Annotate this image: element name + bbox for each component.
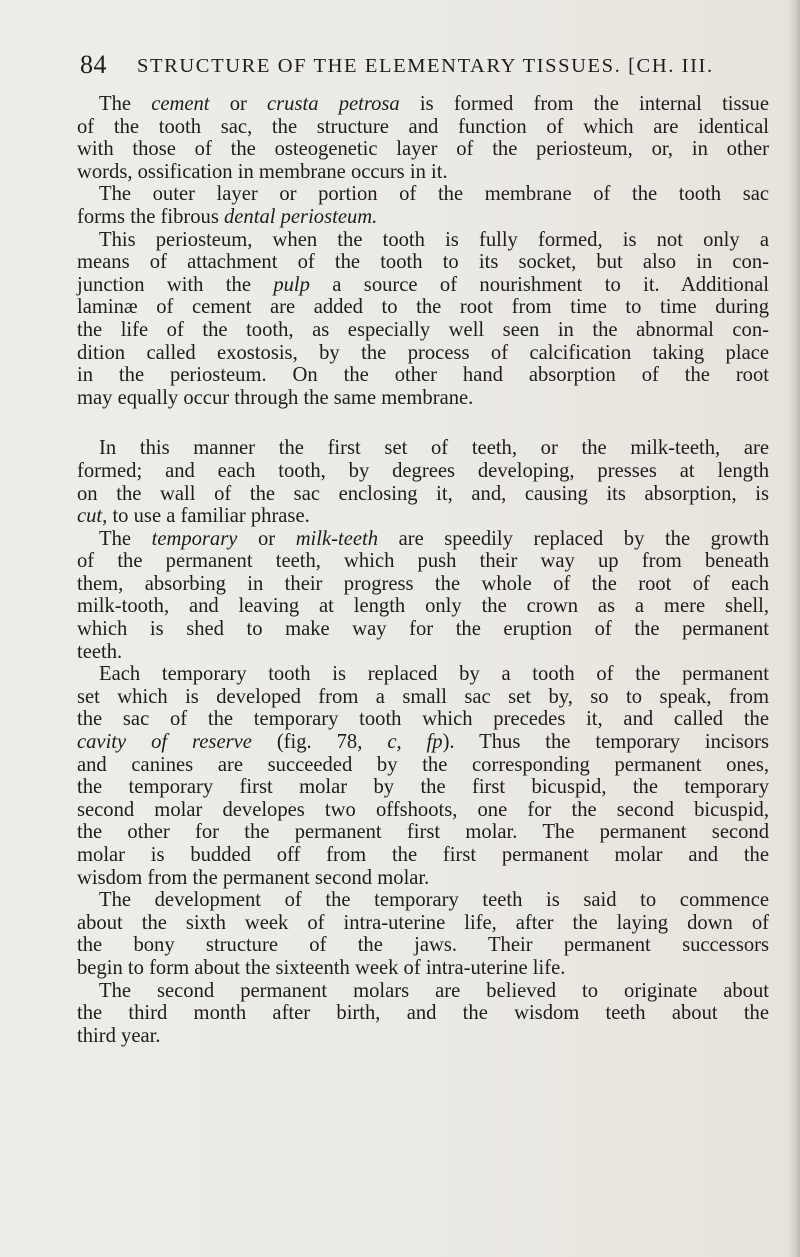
text-line: [77, 161, 769, 184]
text-line: [77, 1002, 769, 1025]
text-span: or: [209, 93, 268, 115]
text-line: [77, 573, 769, 596]
text-span: The: [99, 93, 152, 115]
text-span: The outer layer or portion of the membrane of the tooth sac: [99, 183, 769, 206]
text-span: Each temporary tooth is replaced by a tooth of the permanent: [99, 663, 769, 686]
running-head: STRUCTURE OF THE ELEMENTARY TISSUES. [CH. III.: [137, 55, 714, 77]
text-line: [77, 528, 769, 551]
italic-text: milk-teeth: [295, 527, 379, 550]
text-line: [77, 663, 769, 686]
text-span: third year.: [77, 1024, 161, 1047]
text-line: [77, 460, 769, 483]
text-span: is formed from the internal tissue: [399, 93, 769, 115]
text-span: The development of the temporary teeth is said to commence: [99, 889, 769, 912]
text-line: [77, 821, 769, 844]
text-line: [77, 889, 769, 912]
text-span: ). Thus the temporary incisors: [442, 731, 769, 754]
text-span: about the sixth week of intra-uterine life, after the laying down of: [77, 911, 769, 934]
body-text: [77, 93, 769, 1047]
text-line: [77, 731, 769, 754]
text-span: in the periosteum. On the other hand absorption of the root: [77, 364, 769, 387]
text-span: set which is developed from a small sac set by, so to speak, from: [77, 685, 769, 708]
text-line: [77, 93, 769, 116]
text-span: wisdom from the permanent second molar.: [77, 866, 430, 889]
text-line: [77, 437, 769, 460]
text-line: [77, 138, 769, 161]
text-line: [77, 342, 769, 365]
text-line: [77, 641, 769, 664]
page-header: [80, 50, 770, 90]
italic-text: crusta petrosa: [267, 93, 400, 115]
text-line: [77, 296, 769, 319]
text-line: [77, 483, 769, 506]
text-line: [77, 754, 769, 777]
text-line: [77, 844, 769, 867]
text-span: This periosteum, when the tooth is fully formed, is not only a: [99, 228, 769, 251]
text-line: [77, 1025, 769, 1048]
text-span: words, ossification in membrane occurs in it.: [77, 160, 448, 183]
text-span: formed; and each tooth, by degrees developing, presses at length: [77, 459, 769, 482]
text-span: molar is budded off from the first permanent molar and the: [77, 844, 769, 866]
text-line: [77, 206, 769, 229]
text-span: (fig. 78,: [251, 731, 388, 754]
text-line: [77, 387, 769, 410]
text-span: of the permanent teeth, which push their way up from beneath: [77, 550, 769, 573]
text-line: [77, 912, 769, 935]
italic-text: cavity of reserve: [77, 731, 252, 754]
text-span: The: [99, 527, 152, 550]
page-edge-shadow: [788, 0, 800, 1257]
text-line: [77, 867, 769, 890]
text-span: the bony structure of the jaws. Their permanent successors: [77, 934, 769, 957]
text-span: the life of the tooth, as especially well seen in the abnormal con-: [77, 318, 769, 341]
text-line: [77, 776, 769, 799]
text-line: [77, 505, 769, 528]
text-line: [77, 686, 769, 709]
text-line: [77, 229, 769, 252]
text-span: means of attachment of the tooth to its socket, but also in con-: [77, 251, 769, 274]
text-line: [77, 957, 769, 980]
text-line: [77, 595, 769, 618]
text-line: [77, 251, 769, 274]
text-line: [77, 274, 769, 297]
text-line: [77, 183, 769, 206]
text-span: a source of nourishment to it. Additional: [309, 273, 769, 296]
text-span: teeth.: [77, 640, 123, 663]
italic-text: cement: [151, 93, 210, 115]
text-span: and canines are succeeded by the corresponding permanent ones,: [77, 753, 769, 776]
italic-text: c, fp: [387, 731, 443, 754]
text-span: milk-tooth, and leaving at length only the crown as a mere shell,: [77, 595, 769, 618]
text-line: [77, 364, 769, 387]
text-span: the other for the permanent first molar. The permanent second: [77, 821, 769, 844]
text-line: [77, 799, 769, 822]
text-span: begin to form about the sixteenth week of intra-uterine life.: [77, 956, 566, 979]
text-line: [77, 550, 769, 573]
text-span: may equally occur through the same membrane.: [77, 386, 474, 409]
text-span: which is shed to make way for the eruption of the permanent: [77, 618, 769, 641]
text-line: [77, 708, 769, 731]
italic-text: cut,: [77, 505, 108, 528]
text-line: [77, 116, 769, 139]
text-span: The second permanent molars are believed to originate about: [99, 979, 769, 1002]
text-line: [77, 319, 769, 342]
text-span: with those of the osteogenetic layer of the periosteum, or, in other: [77, 138, 769, 161]
text-span: them, absorbing in their progress the whole of the root of each: [77, 572, 769, 595]
text-span: the third month after birth, and the wisdom teeth about the: [77, 1002, 769, 1025]
page-number: 84: [80, 50, 107, 79]
text-span: of the tooth sac, the structure and function of which are identical: [77, 115, 769, 138]
text-span: or: [237, 527, 296, 550]
paragraph-gap: [77, 409, 769, 437]
text-span: the temporary first molar by the first bicuspid, the temporary: [77, 776, 769, 799]
text-span: on the wall of the sac enclosing it, and, causing its absorption, is: [77, 482, 769, 505]
italic-text: dental periosteum.: [224, 205, 378, 228]
text-span: forms the fibrous: [77, 205, 224, 228]
text-span: second molar developes two offshoots, one for the second bicuspid,: [77, 798, 769, 821]
text-line: [77, 934, 769, 957]
italic-text: temporary: [151, 527, 238, 550]
text-line: [77, 980, 769, 1003]
text-span: the sac of the temporary tooth which precedes it, and called the: [77, 708, 769, 731]
text-span: junction with the: [77, 273, 274, 296]
italic-text: pulp: [273, 273, 310, 296]
text-span: are speedily replaced by the growth: [378, 527, 770, 550]
text-span: In this manner the first set of teeth, or the milk-teeth, are: [99, 437, 769, 460]
text-line: [77, 618, 769, 641]
text-span: to use a familiar phrase.: [107, 505, 310, 528]
text-span: laminæ of cement are added to the root from time to time during: [77, 296, 769, 319]
text-span: dition called exostosis, by the process of calcification taking place: [77, 341, 769, 364]
